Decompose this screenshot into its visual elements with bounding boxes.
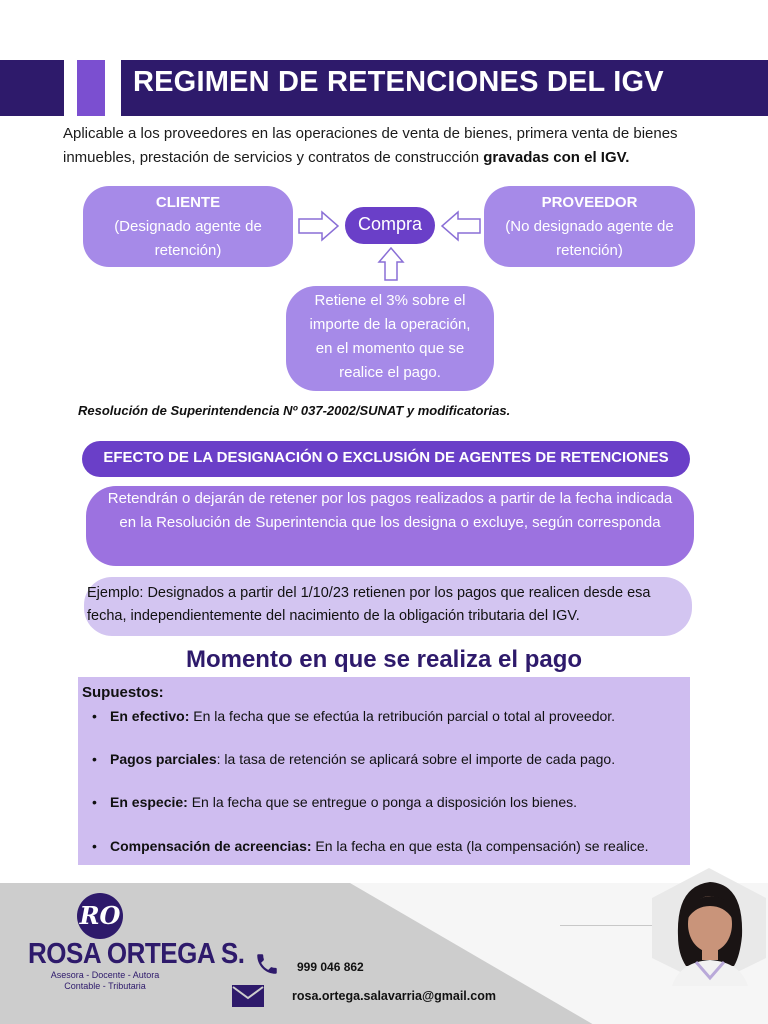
intro-bold: gravadas con el IGV. — [483, 149, 630, 166]
phone-icon — [254, 951, 280, 982]
efecto-text: Retendrán o dejarán de retener por los pagos realizados a partir de la fecha indicada en la Resolución de Superintencia que los designa o excluye, según corresponda — [86, 486, 694, 566]
retiene-box — [286, 286, 494, 391]
bullet-icon: • — [92, 751, 97, 767]
proveedor-box — [484, 186, 695, 267]
item-bold: En efectivo: — [110, 708, 190, 724]
resolucion-text: Resolución de Superintendencia Nº 037-2002/SUNAT y modificatorias. — [78, 403, 511, 418]
header-accent-block — [77, 60, 105, 116]
proveedor-line2: retención) — [556, 242, 623, 259]
retiene-line: en el momento que se — [315, 340, 465, 357]
momento-title: Momento en que se realiza el pago — [185, 646, 583, 673]
bullet-icon: • — [92, 838, 97, 854]
list-item — [92, 794, 577, 810]
cliente-line2: retención) — [154, 242, 222, 259]
proveedor-title: PROVEEDOR — [541, 194, 638, 211]
intro-paragraph — [63, 122, 753, 170]
up-arrow-icon — [377, 247, 405, 281]
retiene-line: importe de la operación, — [309, 316, 471, 333]
header-left-block — [0, 60, 64, 116]
supuestos-box — [78, 677, 690, 865]
item-bold: Pagos parciales — [110, 751, 217, 767]
ejemplo-text: Ejemplo: Designados a partir del 1/10/23 retienen por los pagos que realicen desde esa fecha, independientemente del nacimiento de la obligación tributaria del IGV. — [84, 577, 692, 636]
item-text: : la tasa de retención se aplicará sobre el importe de cada pago. — [216, 751, 616, 767]
bullet-icon: • — [92, 708, 97, 724]
item-bold: En especie: — [110, 794, 188, 810]
page-title: REGIMEN DE RETENCIONES DEL IGV — [133, 66, 664, 98]
brand-subtitle-line1: Asesora - Docente - Autora — [50, 970, 160, 980]
cliente-box — [83, 186, 293, 267]
item-text: En la fecha que se efectúa la retribución parcial o total al proveedor. — [189, 708, 616, 724]
brand-subtitle-line2: Contable - Tributaria — [64, 981, 146, 991]
compra-pill: Compra — [345, 207, 435, 244]
retiene-line: realice el pago. — [339, 364, 441, 381]
logo-initials: RO — [79, 901, 121, 930]
list-item — [92, 751, 615, 767]
phone-number[interactable]: 999 046 862 — [297, 960, 364, 974]
brand-name: ROSA ORTEGA S. — [28, 936, 245, 970]
retiene-line: Retiene el 3% sobre el — [314, 292, 466, 309]
supuestos-label: Supuestos: — [82, 684, 164, 701]
left-arrow-icon — [441, 210, 481, 242]
cliente-line1: (Designado agente de — [114, 218, 262, 235]
right-arrow-icon — [298, 210, 340, 242]
item-text: En la fecha en que esta (la compensación) se realice. — [311, 838, 649, 854]
profile-photo — [650, 866, 768, 993]
item-bold: Compensación de acreencias: — [110, 838, 312, 854]
bullet-icon: • — [92, 794, 97, 810]
efecto-title: EFECTO DE LA DESIGNACIÓN O EXCLUSIÓN DE AGENTES DE RETENCIONES — [82, 441, 690, 477]
cliente-title: CLIENTE — [155, 194, 221, 211]
list-item — [92, 708, 615, 724]
envelope-icon — [231, 984, 265, 1013]
item-text: En la fecha que se entregue o ponga a disposición los bienes. — [187, 794, 577, 810]
brand-subtitle — [30, 970, 180, 992]
proveedor-line1: (No designado agente de — [505, 218, 674, 235]
list-item — [92, 838, 649, 854]
email-link[interactable]: rosa.ortega.salavarria@gmail.com — [292, 989, 496, 1003]
intro-text: Aplicable a los proveedores en las operaciones de venta de bienes, primera venta de bienes inmuebles, prestación de servicios y contratos de construcción — [63, 125, 678, 166]
